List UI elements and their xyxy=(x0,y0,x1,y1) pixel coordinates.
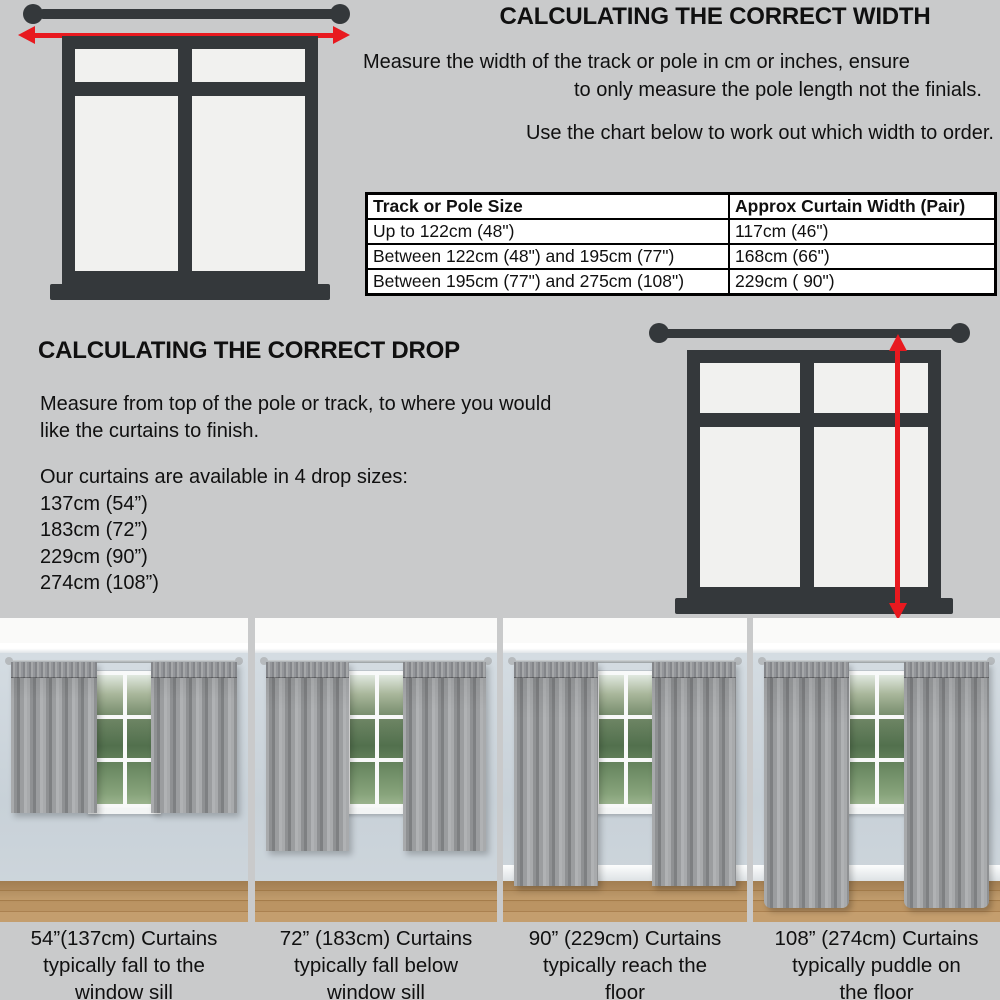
arrow-head-right xyxy=(333,26,350,44)
window-mullion xyxy=(875,675,879,804)
pencil-pleat-tape xyxy=(403,662,486,678)
pencil-pleat-tape xyxy=(764,662,849,678)
caption-line: typically fall below xyxy=(293,954,459,977)
window-sill xyxy=(341,808,412,814)
wood-floor xyxy=(255,881,497,922)
curtain-photo-54-inch xyxy=(0,618,248,922)
caption-line: floor xyxy=(605,981,645,1000)
arrow-shaft xyxy=(895,347,900,607)
drop-size-item: 274cm (108”) xyxy=(40,572,159,594)
window xyxy=(595,671,657,808)
drop-instructions xyxy=(40,391,551,445)
drop-size-item: 137cm (54”) xyxy=(40,492,148,515)
drop-size-item: 183cm (72”) xyxy=(40,519,148,541)
pole-size-cell: Between 195cm (77") and 275cm (108") xyxy=(367,269,730,295)
window-illustration xyxy=(62,36,318,284)
caption-54-inch xyxy=(0,925,248,1000)
curtain-width-cell: 229cm ( 90") xyxy=(729,269,996,295)
window xyxy=(846,671,909,808)
curtain-width-table xyxy=(365,192,997,296)
crown-molding xyxy=(753,643,1000,653)
table-header-row xyxy=(367,194,996,220)
pencil-pleat-tape xyxy=(11,662,97,678)
window-sill xyxy=(88,808,161,814)
pole-size-cell: Between 122cm (48") and 195cm (77") xyxy=(367,244,730,269)
caption-108-inch xyxy=(753,925,1000,1000)
curtain-right xyxy=(403,662,486,851)
drop-size-item: 229cm (90”) xyxy=(40,545,148,568)
caption-90-inch xyxy=(503,925,747,1000)
table-header-curtain-width: Approx Curtain Width (Pair) xyxy=(729,194,996,220)
table-header-pole-size: Track or Pole Size xyxy=(367,194,730,220)
drop-measure-arrow xyxy=(888,334,908,620)
window-sill-illustration xyxy=(50,284,330,300)
caption-line: window sill xyxy=(327,981,425,1000)
curtain-right xyxy=(904,662,989,908)
caption-line: typically fall to the xyxy=(43,954,205,977)
curtain-pole-illustration xyxy=(659,329,960,338)
width-instructions-line-2: to only measure the pole length not the finials. xyxy=(573,79,982,101)
caption-line: 54”(137cm) Curtains xyxy=(30,927,218,950)
curtain-left xyxy=(764,662,849,908)
curtain-width-cell: 117cm (46") xyxy=(729,219,996,244)
caption-line: 90” (229cm) Curtains xyxy=(528,927,722,950)
window-sill-illustration xyxy=(675,598,953,614)
width-instructions-line-1: Measure the width of the track or pole in cm or inches, ensure xyxy=(363,51,910,73)
window-mullion-vertical xyxy=(800,363,814,587)
curtain-right xyxy=(151,662,237,813)
wood-floor xyxy=(0,881,248,922)
window xyxy=(93,671,156,808)
wood-floor xyxy=(503,881,747,922)
curtain-photo-90-inch xyxy=(503,618,747,922)
window xyxy=(346,671,408,808)
caption-line: typically reach the xyxy=(542,954,708,977)
drop-sizes-list xyxy=(40,464,408,597)
window-mullion xyxy=(123,675,127,804)
width-section-heading: CALCULATING THE CORRECT WIDTH xyxy=(499,3,931,30)
ceiling xyxy=(255,618,497,643)
crown-molding xyxy=(0,643,248,653)
curtain-width-cell: 168cm (66") xyxy=(729,244,996,269)
ceiling xyxy=(0,618,248,643)
drop-sizes-intro: Our curtains are available in 4 drop sizes: xyxy=(40,466,408,488)
window-mullion xyxy=(624,675,628,804)
pencil-pleat-tape xyxy=(904,662,989,678)
pencil-pleat-tape xyxy=(652,662,736,678)
ceiling xyxy=(753,618,1000,643)
caption-72-inch xyxy=(255,925,497,1000)
pole-finial-right xyxy=(950,323,970,343)
drop-section-heading: CALCULATING THE CORRECT DROP xyxy=(38,337,460,364)
caption-line: window sill xyxy=(75,981,173,1000)
curtain-photo-72-inch xyxy=(255,618,497,922)
curtain-right xyxy=(652,662,736,886)
pole-size-cell: Up to 122cm (48") xyxy=(367,219,730,244)
caption-line: 108” (274cm) Curtains xyxy=(774,927,979,950)
curtain-pole-illustration xyxy=(38,9,340,19)
window-sill xyxy=(841,808,914,814)
crown-molding xyxy=(503,643,747,653)
caption-line: the floor xyxy=(839,981,914,1000)
pole-finial-left xyxy=(649,323,669,343)
crown-molding xyxy=(255,643,497,653)
pencil-pleat-tape xyxy=(266,662,349,678)
window-mullion-vertical xyxy=(178,49,192,271)
pencil-pleat-tape xyxy=(514,662,598,678)
drop-instructions-line-1: Measure from top of the pole or track, to where you would xyxy=(40,393,552,415)
ceiling xyxy=(503,618,747,643)
pencil-pleat-tape xyxy=(151,662,237,678)
table-row xyxy=(367,219,996,244)
table-row xyxy=(367,244,996,269)
pole-finial-left xyxy=(23,4,43,24)
pole-finial-right xyxy=(330,4,350,24)
window-sill xyxy=(590,808,662,814)
table-row xyxy=(367,269,996,295)
curtain-left xyxy=(11,662,97,813)
curtain-photo-108-inch xyxy=(753,618,1000,922)
caption-line: 72” (183cm) Curtains xyxy=(279,927,473,950)
window-mullion xyxy=(375,675,379,804)
width-chart-note: Use the chart below to work out which width to order. xyxy=(525,122,994,144)
caption-line: typically puddle on xyxy=(792,954,961,977)
curtain-left xyxy=(266,662,349,851)
drop-instructions-line-2: like the curtains to finish. xyxy=(40,420,259,442)
curtain-left xyxy=(514,662,598,886)
